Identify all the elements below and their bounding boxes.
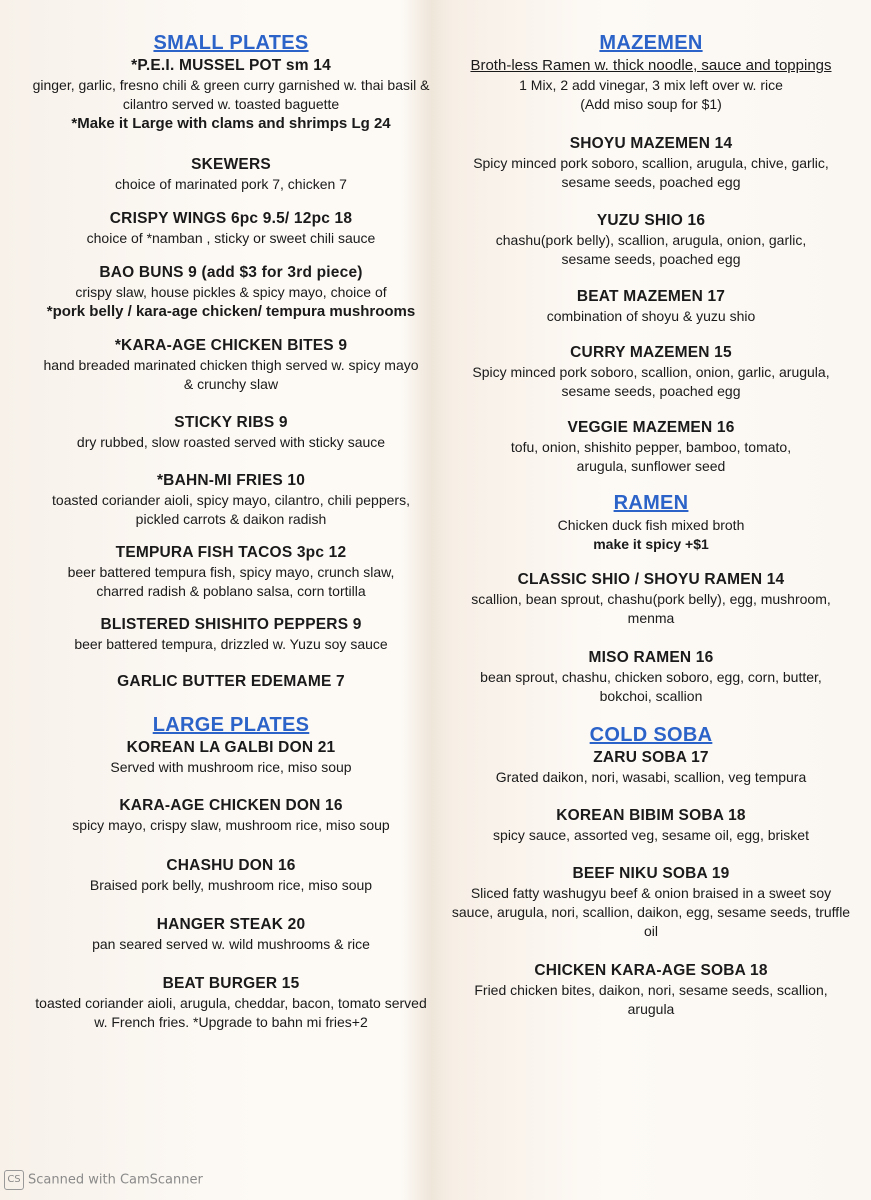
item-name: BAO BUNS 9 (add $3 for 3rd piece) <box>99 264 363 281</box>
camscanner-icon: CS <box>4 1170 24 1190</box>
menu-item <box>8 615 454 654</box>
menu-item <box>8 209 454 248</box>
item-name: BEAT BURGER 15 <box>162 975 300 992</box>
right-column <box>450 30 852 1019</box>
menu-item <box>450 211 852 269</box>
section-title-large-plates: LARGE PLATES <box>152 714 310 736</box>
menu-item <box>450 287 852 326</box>
item-description: Sliced fatty washugyu beef & onion braised in a sweet soy sauce, arugula, nori, scallion, daikon, egg, sesame seeds, truffle oil <box>451 885 851 939</box>
menu-item <box>8 336 454 394</box>
section-note: (Add miso soup for $1) <box>580 96 722 112</box>
menu-item <box>8 672 454 692</box>
item-description: Grated daikon, nori, wasabi, scallion, veg tempura <box>495 769 807 785</box>
section-title-ramen: RAMEN <box>613 492 689 514</box>
item-description: chashu(pork belly), scallion, arugula, onion, garlic, sesame seeds, poached egg <box>495 232 807 267</box>
section-title-small-plates: SMALL PLATES <box>153 32 309 54</box>
item-name: SKEWERS <box>191 156 271 173</box>
item-name: MISO RAMEN 16 <box>588 649 714 666</box>
item-name: BEEF NIKU SOBA 19 <box>572 865 730 882</box>
menu-item <box>8 56 454 133</box>
menu-item <box>8 796 454 835</box>
large-plates-section <box>8 712 454 1032</box>
item-description: spicy sauce, assorted veg, sesame oil, egg, brisket <box>493 827 809 843</box>
section-note: make it spicy +$1 <box>593 536 709 552</box>
menu-item <box>450 570 852 628</box>
menu-item <box>450 418 852 476</box>
mazemen-section <box>450 30 852 476</box>
left-column <box>8 30 454 1032</box>
menu-item <box>450 748 852 787</box>
item-description: beer battered tempura, drizzled w. Yuzu soy sauce <box>74 636 388 652</box>
item-description: ginger, garlic, fresno chili & green curry garnished w. thai basil & cilantro served w. toasted baguette <box>32 77 430 112</box>
menu-item <box>8 471 454 529</box>
item-description: Braised pork belly, mushroom rice, miso soup <box>89 877 373 893</box>
item-description: choice of marinated pork 7, chicken 7 <box>115 176 347 192</box>
menu-item <box>450 806 852 845</box>
section-note: Chicken duck fish mixed broth <box>557 517 745 533</box>
item-description: Spicy minced pork soboro, scallion, onion, garlic, arugula, sesame seeds, poached egg <box>472 364 830 399</box>
menu-item <box>8 155 454 194</box>
item-name: VEGGIE MAZEMEN 16 <box>567 419 735 436</box>
item-name: CHASHU DON 16 <box>166 857 296 874</box>
item-description: crispy slaw, house pickles & spicy mayo, choice of <box>75 284 387 300</box>
menu-item <box>450 961 852 1019</box>
section-note: 1 Mix, 2 add vinegar, 3 mix left over w. rice <box>519 77 783 93</box>
item-name: CHICKEN KARA-AGE SOBA 18 <box>534 962 768 979</box>
menu-item <box>8 263 454 321</box>
watermark-text: Scanned with CamScanner <box>28 1172 203 1188</box>
item-name: *BAHN-MI FRIES 10 <box>156 472 306 489</box>
item-name: TEMPURA FISH TACOS 3pc 12 <box>115 544 347 561</box>
item-name: SHOYU MAZEMEN 14 <box>569 135 733 152</box>
item-description: dry rubbed, slow roasted served with sticky sauce <box>76 434 386 450</box>
item-description: toasted coriander aioli, spicy mayo, cilantro, chili peppers, pickled carrots & daikon radish <box>52 492 410 527</box>
item-name: STICKY RIBS 9 <box>174 414 288 431</box>
menu-item <box>450 134 852 192</box>
menu-item <box>8 738 454 777</box>
menu-item <box>450 648 852 706</box>
item-description: spicy mayo, crispy slaw, mushroom rice, miso soup <box>72 817 390 833</box>
item-name: KARA-AGE CHICKEN DON 16 <box>119 797 343 814</box>
item-name: BLISTERED SHISHITO PEPPERS 9 <box>100 616 362 633</box>
menu-item <box>450 343 852 401</box>
item-name: *P.E.I. MUSSEL POT sm 14 <box>131 57 331 74</box>
item-name: KOREAN LA GALBI DON 21 <box>126 739 336 756</box>
item-description: combination of shoyu & yuzu shio <box>546 308 756 324</box>
item-name: GARLIC BUTTER EDEMAME 7 <box>117 673 345 690</box>
item-name: HANGER STEAK 20 <box>156 916 306 933</box>
menu-item <box>8 856 454 895</box>
section-subtitle: Broth-less Ramen w. thick noodle, sauce and toppings <box>470 57 832 74</box>
item-name: KOREAN BIBIM SOBA 18 <box>556 807 746 824</box>
item-description: pan seared served w. wild mushrooms & rice <box>92 936 370 952</box>
item-name: BEAT MAZEMEN 17 <box>576 288 726 305</box>
section-title-cold-soba: COLD SOBA <box>589 724 713 746</box>
item-choices: *pork belly / kara-age chicken/ tempura mushrooms <box>46 303 416 320</box>
item-description: bean sprout, chashu, chicken soboro, egg, corn, butter, bokchoi, scallion <box>480 669 822 704</box>
item-name: YUZU SHIO 16 <box>596 212 706 229</box>
item-description: toasted coriander aioli, arugula, cheddar, bacon, tomato served w. French fries. *Upgrade to bahn mi fries+2 <box>35 995 427 1030</box>
small-plates-section <box>8 30 454 692</box>
ramen-section <box>450 490 852 706</box>
menu-item <box>450 864 852 941</box>
item-name: ZARU SOBA 17 <box>593 749 709 766</box>
item-description: beer battered tempura fish, spicy mayo, crunch slaw, charred radish & poblano salsa, corn tortilla <box>67 564 395 599</box>
item-description: choice of *namban , sticky or sweet chili sauce <box>86 230 376 246</box>
section-title-mazemen: MAZEMEN <box>599 32 703 54</box>
item-description: hand breaded marinated chicken thigh served w. spicy mayo & crunchy slaw <box>43 357 419 392</box>
scanner-watermark <box>4 1170 203 1190</box>
menu-item <box>8 543 454 601</box>
item-description: Spicy minced pork soboro, scallion, arugula, chive, garlic, sesame seeds, poached egg <box>473 155 829 190</box>
item-name: CRISPY WINGS 6pc 9.5/ 12pc 18 <box>109 210 353 227</box>
menu-item <box>8 915 454 954</box>
item-description: scallion, bean sprout, chashu(pork belly), egg, mushroom, menma <box>471 591 831 626</box>
menu-item <box>8 413 454 452</box>
item-name: *KARA-AGE CHICKEN BITES 9 <box>114 337 348 354</box>
item-description: Served with mushroom rice, miso soup <box>110 759 352 775</box>
item-description: tofu, onion, shishito pepper, bamboo, tomato, arugula, sunflower seed <box>510 439 792 474</box>
item-upgrade: *Make it Large with clams and shrimps Lg 24 <box>71 115 391 132</box>
item-name: CURRY MAZEMEN 15 <box>570 344 732 361</box>
menu-item <box>8 974 454 1032</box>
item-description: Fried chicken bites, daikon, nori, sesame seeds, scallion, arugula <box>474 982 828 1017</box>
item-name: CLASSIC SHIO / SHOYU RAMEN 14 <box>517 571 785 588</box>
cold-soba-section <box>450 722 852 1019</box>
